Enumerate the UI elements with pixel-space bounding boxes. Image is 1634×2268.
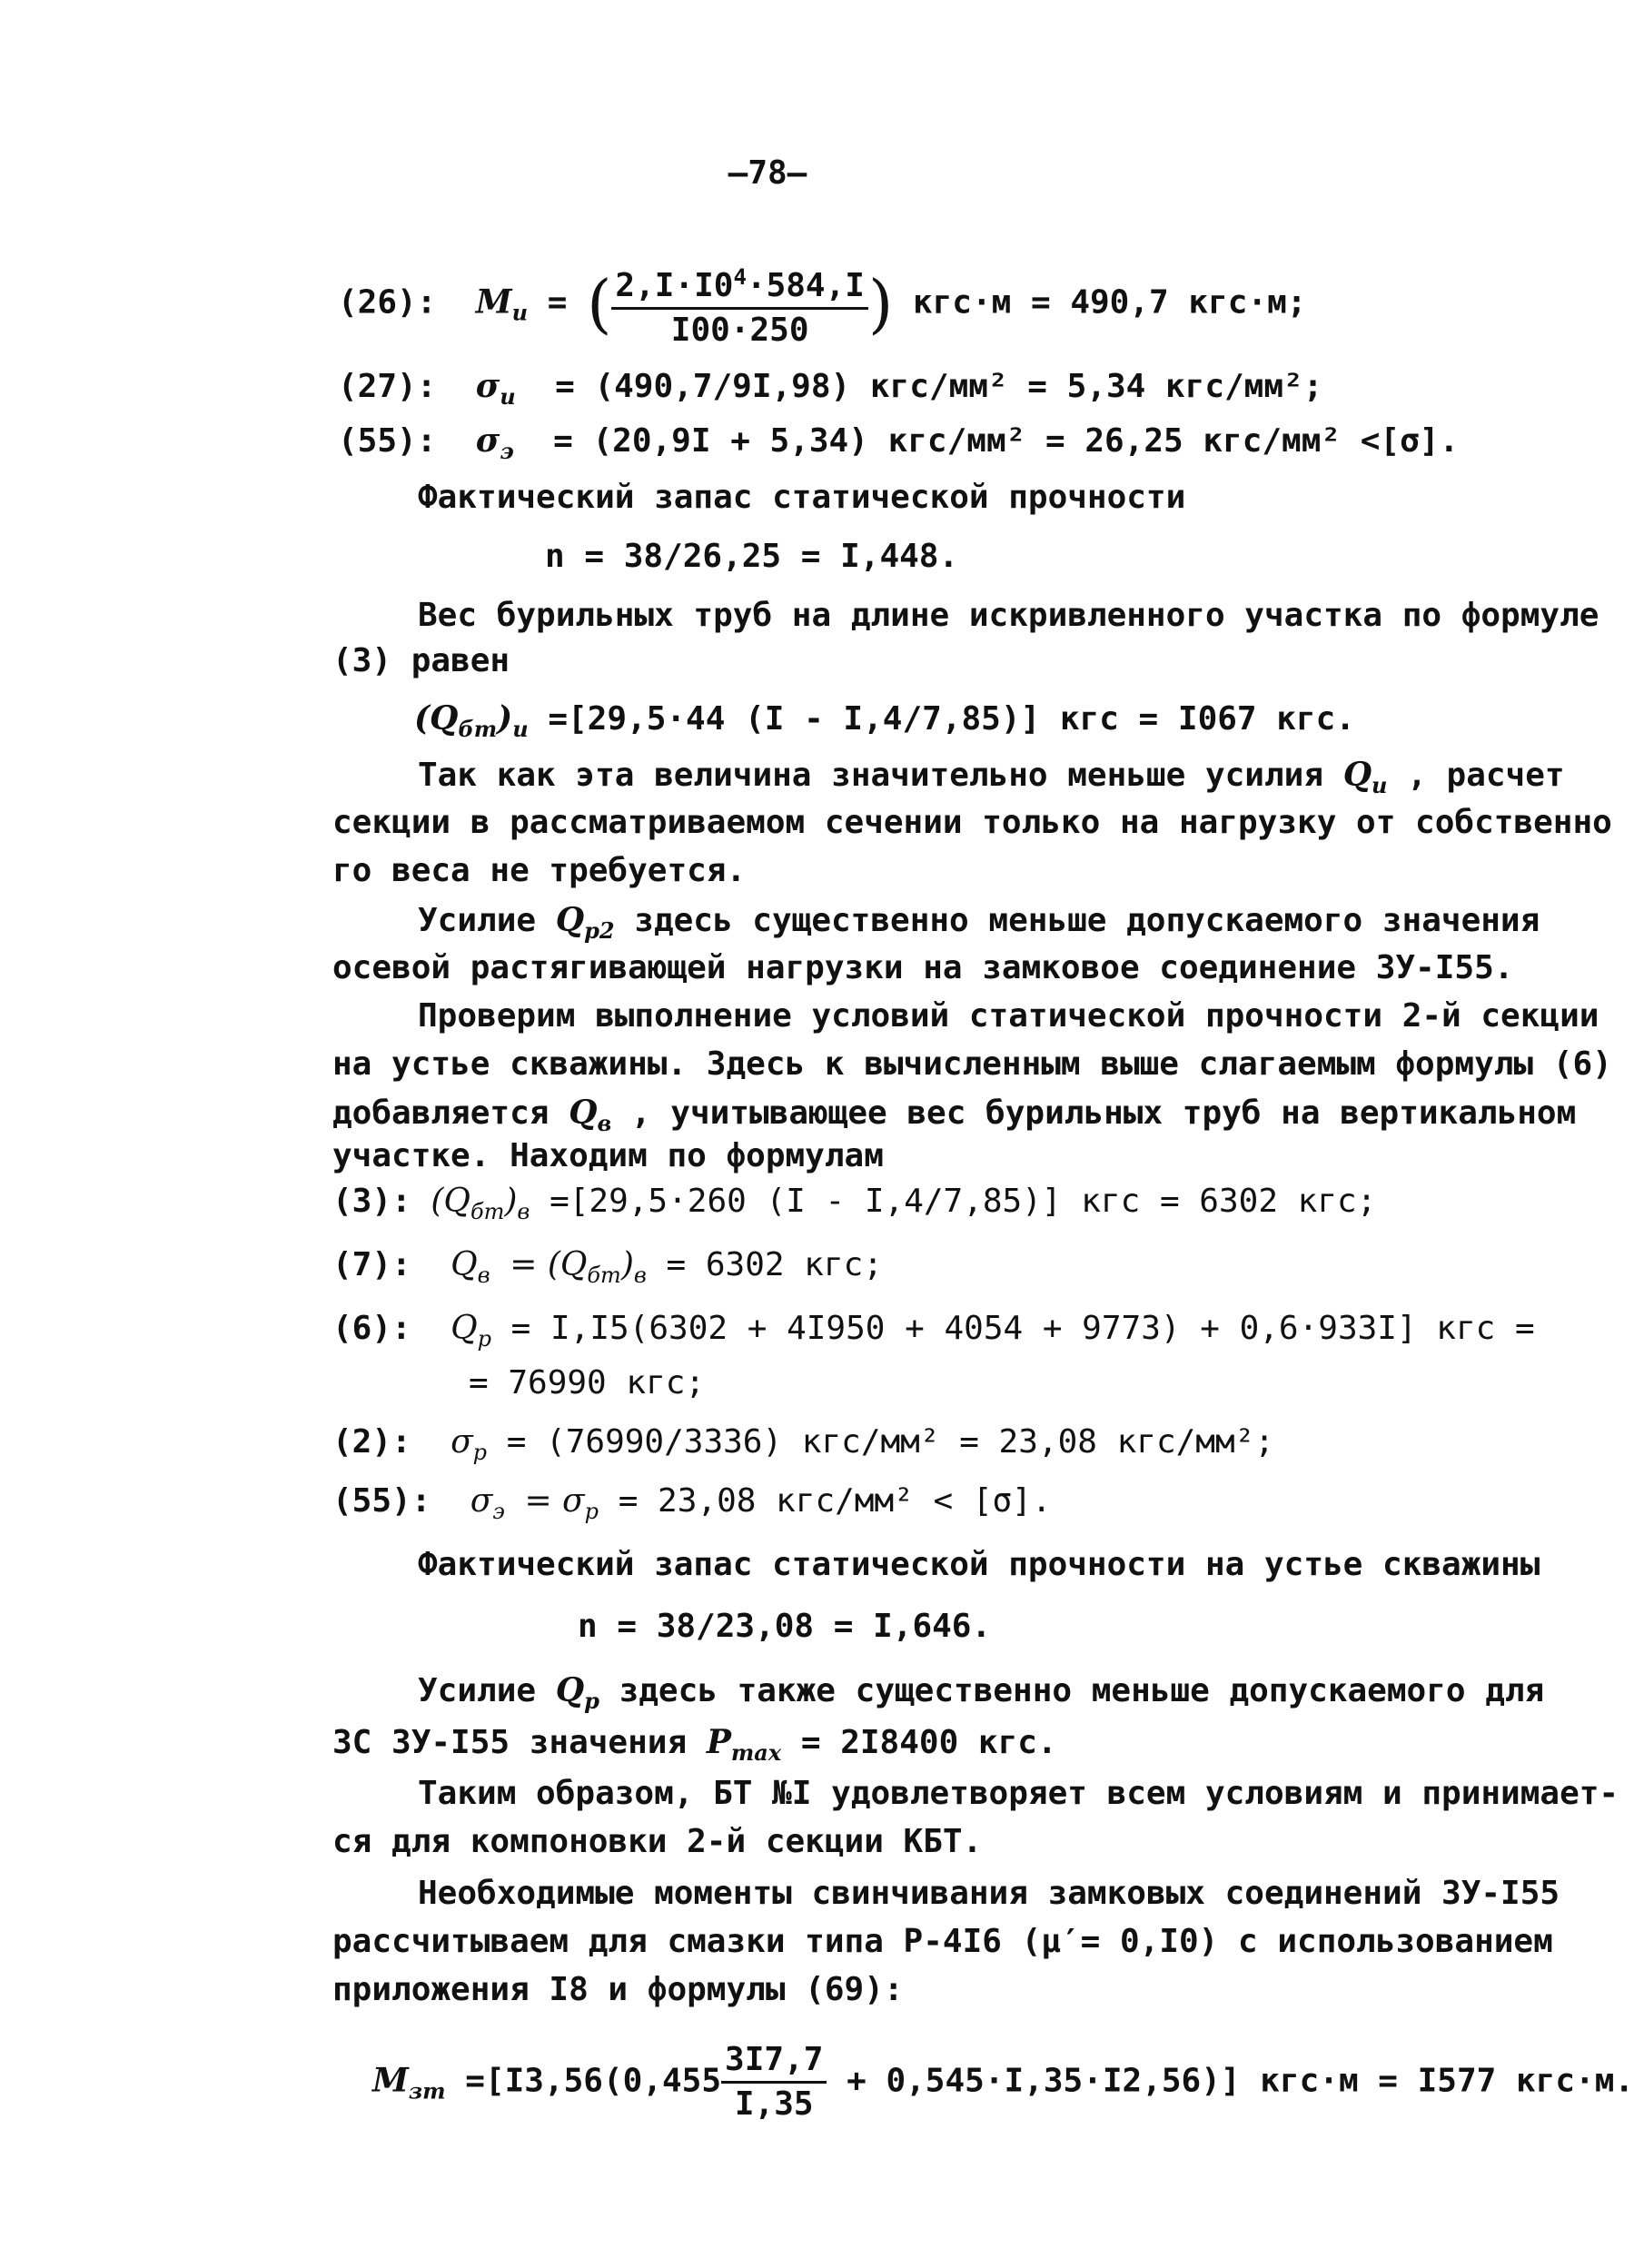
equation-3: (3): $(Q_{бт})_в =[29,5\cdot 260$ (I - I,4/7,85)] кгс = 6302 кгс;	[332, 1183, 1377, 1225]
paragraph-9-line-2: рассчитываем для смазки типа Р-4I6 (μ′= 0,I0) с использованием	[332, 1923, 1553, 1960]
paragraph-8-line-1: Таким образом, БТ №I удовлетворяет всем условиям и принимает-	[418, 1775, 1619, 1812]
equation-69: $M_{зт} =[I3,56(0,455$ $\frac{3I7,7}{I,35}$ + 0,545·I,35·I2,56)] кгс·м = I577 кгс·м.	[372, 2039, 1634, 2125]
safety-factor-2: n = 38/23,08 = I,646.	[578, 1608, 992, 1645]
equation-55a: (55): $\sigma_э = (20,9I + 5,34) кгс/мм^2 = 26,25$ кгс/мм² <[σ].	[338, 421, 1460, 465]
paragraph-5-line-4: участке. Находим по формулам	[332, 1137, 884, 1174]
equation-6-continuation: = 76990 кгс;	[469, 1364, 706, 1401]
equation-27: (27): $\sigma_и = (490,7/9I,98) кгс/мм^2 = 5,34$ кгс/мм²;	[338, 367, 1323, 411]
paragraph-9-line-1: Необходимые моменты свинчивания замковых соединений ЗУ-I55	[418, 1875, 1560, 1912]
paragraph-4-line-2: осевой растягивающей нагрузки на замковое соединение ЗУ-I55.	[332, 949, 1514, 986]
equation-26: (26): $M_и$ = ( $\frac{2,I\cdot I0^4\cdot 584,I}{I00\cdot 250}$ ) кгс·м = 490,7 кгс·м;	[338, 256, 1306, 352]
paragraph-7-line-1: Усилие $Q_p$ здесь также существенно меньше допускаемого для	[418, 1671, 1545, 1715]
paragraph-3-line-1: Так как эта величина значительно меньше усилия $Q_и$ , расчет	[418, 756, 1565, 799]
paragraph-safety-margin-1: Фактический запас статической прочности	[418, 479, 1186, 516]
paragraph-7-line-2: ЗС ЗУ-I55 значения $P_{max} = 2I8400$ кгс.	[332, 1723, 1057, 1767]
paragraph-5-line-2: на устье скважины. Здесь к вычисленным выше слагаемым формулы (6)	[332, 1045, 1612, 1083]
paragraph-2-line-2: (3) равен	[332, 642, 510, 679]
paragraph-safety-margin-2: Фактический запас статической прочности на устье скважины	[418, 1546, 1540, 1583]
paragraph-5-line-1: Проверим выполнение условий статической прочности 2-й секции	[418, 997, 1599, 1035]
safety-factor-1: n = 38/26,25 = I,448.	[545, 538, 959, 575]
eq26-label: (26):	[338, 283, 437, 322]
paragraph-3-line-3: го веса не требуется.	[332, 852, 747, 889]
equation-55b: (55): $\sigma_э = \sigma_p = 23,08$ кгс/мм² < [σ].	[332, 1482, 1052, 1525]
equation-6: (6): $Q_p = I,I5(6302 + 4I950 + 4054 + 9773) + 0,6\cdot 933I$] кгс =	[332, 1310, 1535, 1352]
paragraph-5-line-3: добавляется $Q_в$ , учитывающее вес бурильных труб на вертикальном	[332, 1094, 1577, 1137]
paragraph-2-line-1: Вес бурильных труб на длине искривленного участка по формуле	[418, 597, 1599, 634]
page-number: —78—	[728, 154, 807, 192]
equation-7: (7): $Q_в = (Q_{бт})_в = 6302$ кгс;	[332, 1246, 883, 1289]
eq69-fraction: $\frac{3I7,7}{I,35}$	[721, 2039, 827, 2125]
equation-2: (2): $\sigma_p = (76990/3336) кгс/мм^2 = 23,08$ кгс/мм²;	[332, 1423, 1274, 1466]
paragraph-9-line-3: приложения I8 и формулы (69):	[332, 1971, 904, 2008]
paragraph-3-line-2: секции в рассматриваемом сечении только на нагрузку от собственно	[332, 804, 1612, 841]
equation-q-bt-curved: $(Q_{бт})_и =[29,5\cdot 44$ (I - I,4/7,85)] кгс = I067 кгс.	[414, 699, 1355, 743]
eq26-fraction: $\frac{2,I\cdot I0^4\cdot 584,I}{I00\cdot 250}$	[611, 256, 868, 352]
paragraph-8-line-2: ся для компоновки 2-й секции КБТ.	[332, 1823, 983, 1860]
paragraph-4-line-1: Усилие $Q_{p2}$ здесь существенно меньше допускаемого значения	[418, 901, 1540, 945]
